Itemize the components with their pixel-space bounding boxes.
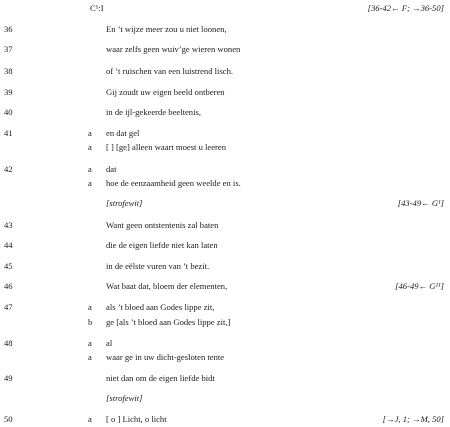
- line-number: 44: [4, 240, 13, 250]
- line-number: 49: [4, 373, 13, 383]
- line-number: 37: [4, 44, 13, 54]
- verse-text: Gij zoudt uw eigen beeld ontberen: [106, 87, 225, 97]
- variant-marker: a: [88, 142, 92, 152]
- verse-text: en dat gel: [106, 128, 140, 138]
- verse-text: al: [106, 338, 113, 348]
- variant-marker: a: [88, 414, 92, 424]
- verse-text: hoe de eenzaamheid geen weelde en is.: [106, 178, 241, 188]
- line-number: 38: [4, 66, 13, 76]
- verse-text: of ’t ruischen van een luistrend lisch.: [106, 66, 234, 76]
- variant-marker: a: [88, 178, 92, 188]
- verse-text: [strofewit]: [106, 393, 143, 403]
- verse-text: [ o ] Licht, o licht: [106, 414, 167, 424]
- apparatus-note: [43-49← G¹]: [397, 198, 444, 208]
- variant-marker: a: [88, 352, 92, 362]
- variant-marker: a: [88, 164, 92, 174]
- page-header-right: [36-42← F; →36-50]: [367, 3, 444, 13]
- verse-text: ge [als ’t bloed aan Godes lippe zit,]: [106, 317, 231, 327]
- page-header-left: C¹:I: [90, 3, 104, 13]
- verse-text: [strofewit]: [106, 198, 143, 208]
- apparatus-note: [46-49← G¹¹]: [395, 281, 444, 291]
- line-number: 41: [4, 128, 13, 138]
- line-number: 40: [4, 107, 13, 117]
- variant-marker: a: [88, 338, 92, 348]
- line-number: 48: [4, 338, 13, 348]
- line-number: 46: [4, 281, 13, 291]
- variant-marker: a: [88, 302, 92, 312]
- line-number: 43: [4, 220, 13, 230]
- verse-text: niet dan om de eigen liefde bidt: [106, 373, 215, 383]
- verse-text: Want geen ontstentenis zal baten: [106, 220, 219, 230]
- verse-text: waar ge in uw dicht-gesloten tente: [106, 352, 225, 362]
- verse-text: in de ijl-gekeerde beeltenis,: [106, 107, 201, 117]
- apparatus-note: [→J, 1; →M, 50]: [382, 414, 444, 424]
- verse-text: als ’t bloed aan Godes lippe zit,: [106, 302, 215, 312]
- line-number: 45: [4, 261, 13, 271]
- verse-text: dat: [106, 164, 117, 174]
- variant-marker: b: [88, 317, 93, 327]
- verse-text: die de eigen liefde niet kan laten: [106, 240, 218, 250]
- verse-text: waar zelfs geen wuiv’ge wieren wonen: [106, 44, 241, 54]
- verse-text: Wat baat dat, bloem der elementen,: [106, 281, 228, 291]
- verse-text: in de eëlste vuren van ’t bezit.: [106, 261, 210, 271]
- verse-text: En ’t wijze meer zou u niet loonen,: [106, 24, 227, 34]
- line-number: 36: [4, 24, 13, 34]
- line-number: 50: [4, 414, 13, 424]
- line-number: 42: [4, 164, 13, 174]
- line-number: 47: [4, 302, 13, 312]
- variant-marker: a: [88, 128, 92, 138]
- line-number: 39: [4, 87, 13, 97]
- verse-text: [ ] [ge] alleen waart moest u leeren: [106, 142, 227, 152]
